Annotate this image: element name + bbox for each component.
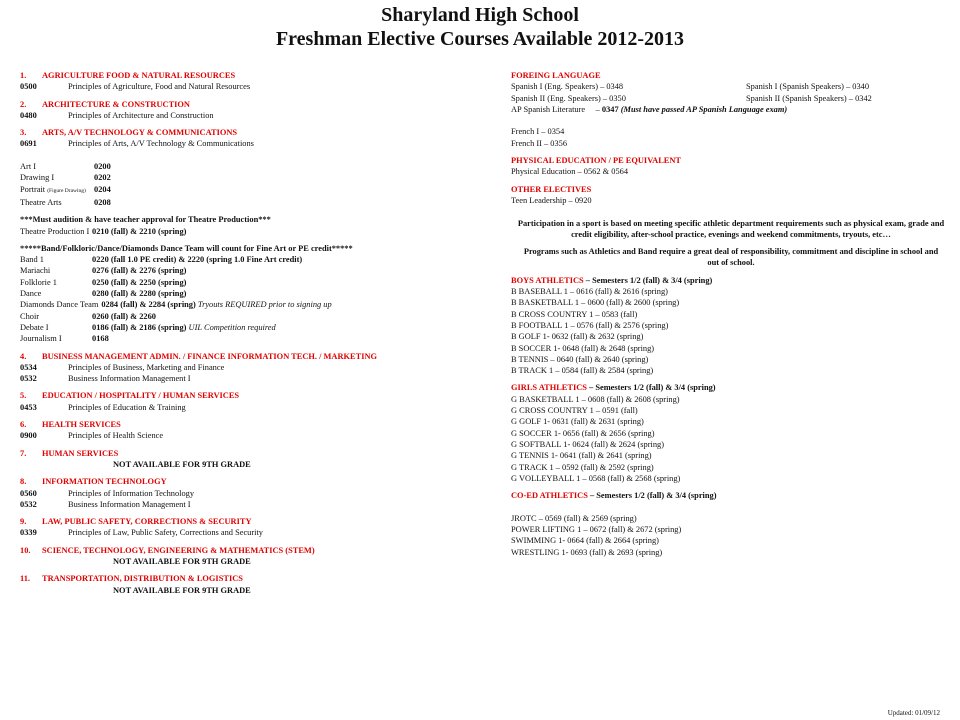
band-row: Journalism I 0168 bbox=[20, 334, 109, 344]
section-heading: 9. LAW, PUBLIC SAFETY, CORRECTIONS & SECURITY bbox=[20, 517, 252, 527]
boys-athletics-heading: BOYS ATHLETICS – Semesters 1/2 (fall) & 3/4 (spring) bbox=[511, 275, 713, 285]
section-heading: 11. TRANSPORTATION, DISTRIBUTION & LOGISTICS bbox=[20, 574, 243, 584]
not-available-note: NOT AVAILABLE FOR 9TH GRADE bbox=[113, 459, 251, 469]
theatre-production-row: Theatre Production I 0210 (fall) & 2210 (spring) bbox=[20, 226, 187, 236]
section-heading: 10. SCIENCE, TECHNOLOGY, ENGINEERING & MATHEMATICS (STEM) bbox=[20, 545, 315, 555]
list-item: B TENNIS – 0640 (fall) & 2640 (spring) bbox=[511, 354, 649, 364]
course-row: Physical Education – 0562 & 0564 bbox=[511, 167, 629, 177]
band-row: Mariachi 0276 (fall) & 2276 (spring) bbox=[20, 266, 187, 276]
list-item: B FOOTBALL 1 – 0576 (fall) & 2576 (spring) bbox=[511, 320, 669, 330]
course-row: 0532 Business Information Management I bbox=[20, 374, 191, 384]
list-item: B TRACK 1 – 0584 (fall) & 2584 (spring) bbox=[511, 366, 654, 376]
list-item: B GOLF 1- 0632 (fall) & 2632 (spring) bbox=[511, 332, 644, 342]
left-column bbox=[20, 70, 490, 596]
course-row: 0480 Principles of Architecture and Construction bbox=[20, 110, 214, 120]
band-row: Choir 0260 (fall) & 2260 bbox=[20, 311, 156, 321]
theatre-note: ***Must audition & have teacher approval for Theatre Production*** bbox=[20, 215, 271, 225]
band-row: Diamonds Dance Team 0284 (fall) & 2284 (spring) Tryouts REQUIRED prior to signing up bbox=[20, 300, 332, 310]
list-item: G BASKETBALL 1 – 0608 (fall) & 2608 (spring) bbox=[511, 394, 680, 404]
language-row: French I – 0354 bbox=[511, 127, 565, 137]
art-row: Drawing I 0202 bbox=[20, 173, 111, 183]
list-item: G TRACK 1 – 0592 (fall) & 2592 (spring) bbox=[511, 462, 654, 472]
coed-athletics-list bbox=[511, 513, 951, 558]
coed-athletics-heading: CO-ED ATHLETICS – Semesters 1/2 (fall) & 3/4 (spring) bbox=[511, 491, 717, 501]
list-item: G SOFTBALL 1- 0624 (fall) & 2624 (spring) bbox=[511, 439, 664, 449]
girls-athletics-heading: GIRLS ATHLETICS – Semesters 1/2 (fall) & 3/4 (spring) bbox=[511, 383, 716, 393]
list-item: B BASEBALL 1 – 0616 (fall) & 2616 (spring) bbox=[511, 287, 668, 297]
athletics-notice: Participation in a sport is based on meeting specific athletic department requirements such as physical exam, grade and credit eligibility, after-school practice, evenings and weekend commitments, tryouts, etc… bbox=[517, 218, 945, 239]
section-heading: OTHER ELECTIVES bbox=[511, 184, 592, 194]
course-row: 0453 Principles of Education & Training bbox=[20, 402, 186, 412]
section-heading: 4. BUSINESS MANAGEMENT ADMIN. / FINANCE INFORMATION TECH. / MARKETING bbox=[20, 351, 378, 361]
art-row: Portrait (Figure Drawing) 0204 bbox=[20, 184, 111, 194]
list-item: B BASKETBALL 1 – 0600 (fall) & 2600 (spring) bbox=[511, 298, 680, 308]
section-heading: 7. HUMAN SERVICES bbox=[20, 448, 119, 458]
updated-date: Updated: 01/09/12 bbox=[887, 709, 940, 717]
course-row: 0532 Business Information Management I bbox=[20, 499, 191, 509]
list-item: WRESTLING 1- 0693 (fall) & 2693 (spring) bbox=[511, 547, 663, 557]
section-heading: FOREING LANGUAGE bbox=[511, 71, 601, 80]
course-row: 0339 Principles of Law, Public Safety, Corrections and Security bbox=[20, 528, 263, 538]
list-item: SWIMMING 1- 0664 (fall) & 2664 (spring) bbox=[511, 536, 659, 546]
not-available-note: NOT AVAILABLE FOR 9TH GRADE bbox=[113, 585, 251, 595]
section-heading: PHYSICAL EDUCATION / PE EQUIVALENT bbox=[511, 156, 682, 166]
section-heading: 1. AGRICULTURE FOOD & NATURAL RESOURCES bbox=[20, 71, 236, 80]
section-heading: 5. EDUCATION / HOSPITALITY / HUMAN SERVICES bbox=[20, 391, 240, 401]
band-row: Debate I 0186 (fall) & 2186 (spring) UIL Competition required bbox=[20, 322, 276, 332]
course-row: 0500 Principles of Agriculture, Food and Natural Resources bbox=[20, 82, 251, 92]
course-row: Teen Leadership – 0920 bbox=[511, 195, 592, 205]
language-row: AP Spanish Literature – 0347 (Must have passed AP Spanish Language exam) bbox=[511, 104, 788, 114]
language-row: French II – 0356 bbox=[511, 138, 568, 148]
programs-notice: Programs such as Athletics and Band require a great deal of responsibility, commitment and discipline in school and out of school. bbox=[523, 247, 939, 268]
band-row: Folklorie 1 0250 (fall) & 2250 (spring) bbox=[20, 277, 187, 287]
list-item: G CROSS COUNTRY 1 – 0591 (fall) bbox=[511, 406, 638, 416]
section-heading: 3. ARTS, A/V TECHNOLOGY & COMMUNICATIONS bbox=[20, 128, 238, 138]
band-row: Dance 0280 (fall) & 2280 (spring) bbox=[20, 289, 187, 299]
art-row: Theatre Arts 0208 bbox=[20, 197, 111, 207]
right-column bbox=[511, 70, 951, 558]
list-item: G VOLLEYBALL 1 – 0568 (fall) & 2568 (spring) bbox=[511, 473, 681, 483]
list-item: B CROSS COUNTRY 1 – 0583 (fall) bbox=[511, 309, 638, 319]
art-row: Art I 0200 bbox=[20, 162, 111, 172]
list-item: G TENNIS 1- 0641 (fall) & 2641 (spring) bbox=[511, 451, 652, 461]
list-item: POWER LIFTING 1 – 0672 (fall) & 2672 (spring) bbox=[511, 524, 682, 534]
school-name: Sharyland High School bbox=[381, 4, 579, 26]
band-note: *****Band/Folkloric/Dance/Diamonds Dance Team will count for Fine Art or PE credit***** bbox=[20, 243, 353, 253]
course-row: 0534 Principles of Business, Marketing and Finance bbox=[20, 362, 225, 372]
section-heading: 6. HEALTH SERVICES bbox=[20, 420, 121, 430]
list-item: G SOCCER 1- 0656 (fall) & 2656 (spring) bbox=[511, 428, 655, 438]
not-available-note: NOT AVAILABLE FOR 9TH GRADE bbox=[113, 556, 251, 566]
boys-athletics-list bbox=[511, 286, 951, 376]
course-row: 0691 Principles of Arts, A/V Technology & Communications bbox=[20, 139, 254, 149]
language-row: Spanish I (Eng. Speakers) – 0348 Spanish I (Spanish Speakers) – 0340 bbox=[511, 82, 870, 92]
band-row: Band 1 0220 (fall 1.0 PE credit) & 2220 (spring 1.0 Fine Art credit) bbox=[20, 255, 303, 265]
girls-athletics-list bbox=[511, 394, 951, 484]
list-item: B SOCCER 1- 0648 (fall) & 2648 (spring) bbox=[511, 343, 655, 353]
course-row: 0900 Principles of Health Science bbox=[20, 431, 164, 441]
course-row: 0560 Principles of Information Technology bbox=[20, 488, 195, 498]
document-subtitle: Freshman Elective Courses Available 2012-2013 bbox=[275, 28, 685, 50]
list-item: G GOLF 1- 0631 (fall) & 2631 (spring) bbox=[511, 417, 644, 427]
section-heading: 8. INFORMATION TECHNOLOGY bbox=[20, 477, 167, 487]
language-row: Spanish II (Eng. Speakers) – 0350 Spanish II (Spanish Speakers) – 0342 bbox=[511, 93, 872, 103]
list-item: JROTC – 0569 (fall) & 2569 (spring) bbox=[511, 513, 637, 523]
section-heading: 2. ARCHITECTURE & CONSTRUCTION bbox=[20, 99, 190, 109]
